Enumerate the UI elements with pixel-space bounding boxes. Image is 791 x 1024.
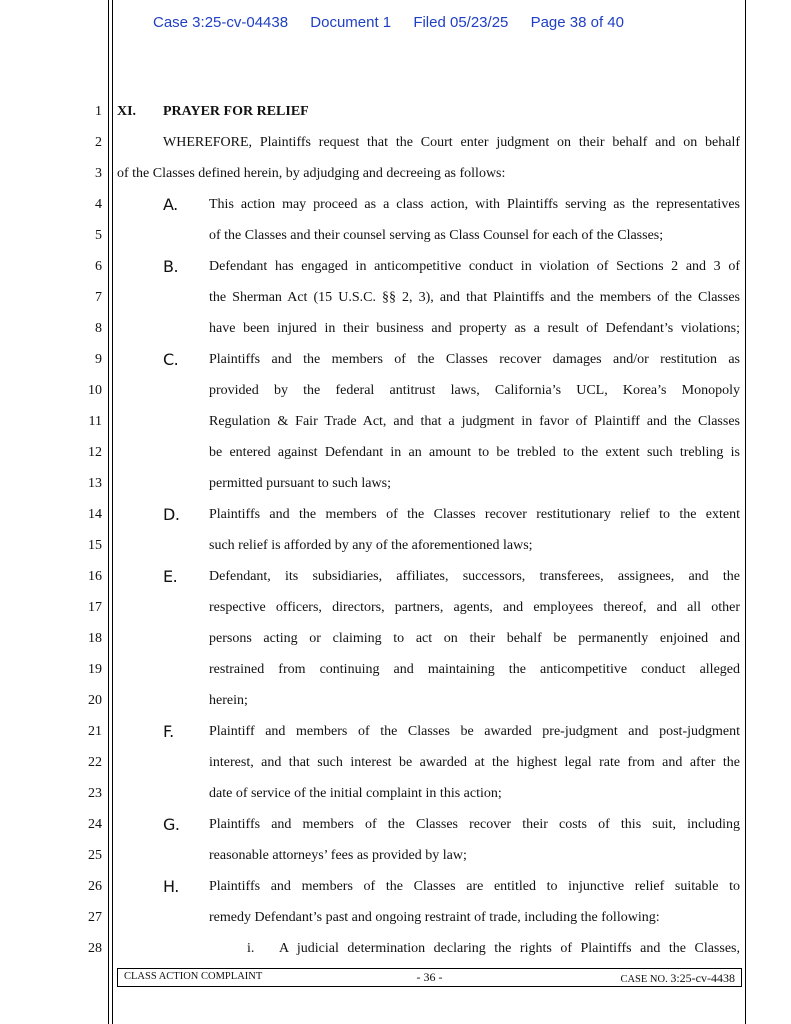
line-number: 3 [95, 166, 102, 181]
body-line: A judicial determination declaring the rights of Plaintiffs and the Classes, [279, 941, 740, 956]
body-line: date of service of the initial complaint in this action; [209, 786, 502, 801]
item-marker-g: G. [163, 815, 180, 834]
line-number: 7 [95, 290, 102, 305]
line-number: 11 [88, 414, 102, 429]
body-line: of the Classes defined herein, by adjudging and decreeing as follows: [117, 166, 506, 181]
line-number: 1 [95, 104, 102, 119]
item-marker-b: B. [163, 257, 179, 276]
line-number: 2 [95, 135, 102, 150]
footer-case-prefix: CASE NO. [620, 974, 668, 985]
line-number: 28 [88, 941, 102, 956]
item-marker-d: D. [163, 505, 180, 524]
left-margin-rule-inner [112, 0, 113, 1024]
body-line: respective officers, directors, partners, agents, and employees thereof, and all other [209, 600, 740, 615]
body-line: have been injured in their business and property as a result of Defendant’s violations; [209, 321, 740, 336]
footer-case-number [620, 971, 735, 986]
line-number: 22 [88, 755, 102, 770]
line-number: 5 [95, 228, 102, 243]
line-number: 23 [88, 786, 102, 801]
body-line: remedy Defendant’s past and ongoing restraint of trade, including the following: [209, 910, 660, 925]
subitem-marker-i: i. [247, 941, 255, 956]
page-footer [117, 968, 742, 987]
line-number: 24 [88, 817, 102, 832]
item-marker-e: E. [163, 567, 178, 586]
line-number: 10 [88, 383, 102, 398]
body-line: Plaintiffs and members of the Classes are entitled to injunctive relief suitable to [209, 879, 740, 894]
case-number: Case 3:25-cv-04438 [153, 14, 289, 31]
line-number: 18 [88, 631, 102, 646]
item-marker-h: H. [163, 877, 179, 896]
body-line: interest, and that such interest be awarded at the highest legal rate from and after the [209, 755, 740, 770]
body-line: permitted pursuant to such laws; [209, 476, 391, 491]
item-marker-f: F. [163, 722, 174, 741]
body-line: Plaintiffs and members of the Classes recover their costs of this suit, including [209, 817, 740, 832]
body-line: Regulation & Fair Trade Act, and that a judgment in favor of Plaintiff and the Classes [209, 414, 740, 429]
line-number: 14 [88, 507, 102, 522]
body-line: the Sherman Act (15 U.S.C. §§ 2, 3), and that Plaintiffs and the members of the Classes [209, 290, 740, 305]
line-number: 20 [88, 693, 102, 708]
body-line: reasonable attorneys’ fees as provided by law; [209, 848, 467, 863]
item-marker-a: A. [163, 195, 178, 214]
footer-page-number: - 36 - [416, 970, 443, 984]
line-number: 26 [88, 879, 102, 894]
footer-case-value: 3:25-cv-4438 [670, 971, 735, 985]
body-line: Plaintiffs and the members of the Classes recover damages and/or restitution as [209, 352, 740, 367]
line-number: 25 [88, 848, 102, 863]
body-line: persons acting or claiming to act on their behalf be permanently enjoined and [209, 631, 740, 646]
filed-date: Filed 05/23/25 [413, 14, 509, 31]
court-filing-header [153, 14, 642, 31]
body-line: restrained from continuing and maintaining the anticompetitive conduct alleged [209, 662, 740, 677]
body-line: be entered against Defendant in an amount to be trebled to the extent such trebling is [209, 445, 740, 460]
footer-document-title: CLASS ACTION COMPLAINT [124, 971, 263, 982]
page-indicator: Page 38 of 40 [530, 14, 624, 31]
line-number: 16 [88, 569, 102, 584]
line-number: 9 [95, 352, 102, 367]
body-line: of the Classes and their counsel serving as Class Counsel for each of the Classes; [209, 228, 664, 243]
body-line: Plaintiffs and the members of the Classes recover restitutionary relief to the extent [209, 507, 740, 522]
body-line: herein; [209, 693, 248, 708]
section-number: XI. [117, 104, 137, 119]
body-line: This action may proceed as a class action, with Plaintiffs serving as the representatives [209, 197, 740, 212]
line-number: 19 [88, 662, 102, 677]
line-number: 4 [95, 197, 102, 212]
line-number: 27 [88, 910, 102, 925]
body-line: provided by the federal antitrust laws, California’s UCL, Korea’s Monopoly [209, 383, 740, 398]
line-number: 6 [95, 259, 102, 274]
body-line: such relief is afforded by any of the aforementioned laws; [209, 538, 533, 553]
line-number: 15 [88, 538, 102, 553]
item-marker-c: C. [163, 350, 179, 369]
section-title: PRAYER FOR RELIEF [163, 104, 309, 119]
body-line: Defendant, its subsidiaries, affiliates, successors, transferees, assignees, and the [209, 569, 740, 584]
line-number: 12 [88, 445, 102, 460]
body-line: Defendant has engaged in anticompetitive conduct in violation of Sections 2 and 3 of [209, 259, 740, 274]
document-number: Document 1 [310, 14, 392, 31]
line-number: 21 [88, 724, 102, 739]
body-line: Plaintiff and members of the Classes be awarded pre-judgment and post-judgment [209, 724, 740, 739]
left-margin-rule [108, 0, 109, 1024]
line-number: 17 [88, 600, 102, 615]
line-number: 13 [88, 476, 102, 491]
right-margin-rule [745, 0, 746, 1024]
line-number: 8 [95, 321, 102, 336]
body-line: WHEREFORE, Plaintiffs request that the Court enter judgment on their behalf and on behalf [163, 135, 740, 150]
